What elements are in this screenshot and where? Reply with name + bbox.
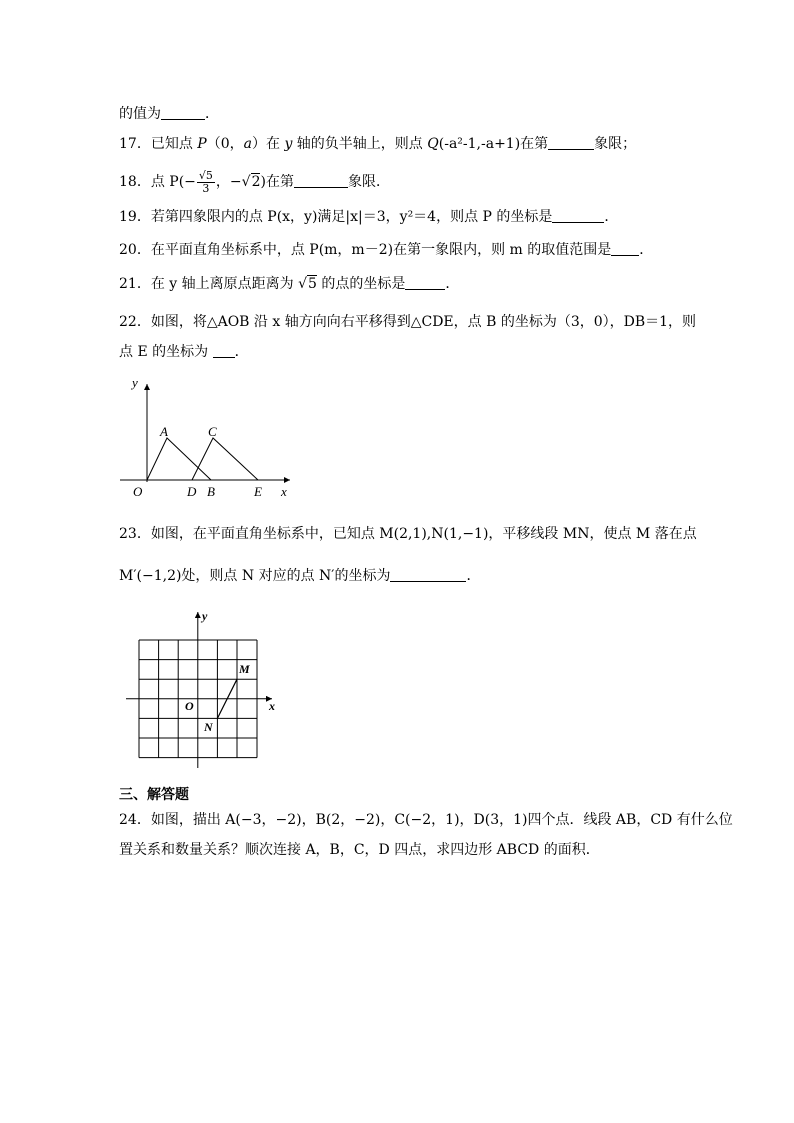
q17-point-q: Q — [427, 136, 439, 152]
q21-text-1: 在 y 轴上离原点距离为 — [150, 276, 299, 292]
q24-number: 24． — [119, 812, 151, 828]
q22-label-x: x — [281, 484, 287, 499]
q22-end: ． — [234, 344, 249, 360]
q18-fraction — [197, 170, 215, 195]
q23-label-n: N — [204, 720, 213, 734]
question-23-line-1 — [119, 524, 697, 544]
q18-end: 象限． — [347, 174, 390, 190]
question-22-line-2 — [119, 342, 249, 362]
q23-text-2: M′(−1,2)处，则点 N 对应的点 N′的坐标为 — [119, 568, 391, 584]
question-22-line-1 — [119, 312, 696, 332]
q18-text-3: )在第 — [260, 174, 294, 190]
q23-number: 23． — [119, 526, 151, 542]
q22-label-c: C — [208, 424, 217, 439]
q16-text: 的值为 — [119, 106, 161, 122]
q18-text-1: 点 P(− — [150, 174, 196, 190]
q21-text-2: 的点的坐标是 — [316, 276, 406, 292]
q23-label-x: x — [269, 699, 275, 713]
q21-blank[interactable] — [405, 275, 445, 290]
q22-label-b: B — [207, 484, 215, 499]
q23-text-1: 如图，在平面直角坐标系中，已知点 M(2,1),N(1,−1)，平移线段 MN，使点 M 落在点 — [150, 526, 697, 542]
question-24-line-2 — [119, 840, 600, 860]
question-23-line-2 — [119, 566, 480, 586]
q23-label-m: M — [239, 662, 250, 676]
q21-number: 21． — [119, 276, 151, 292]
q18-text-2: ，− — [215, 174, 242, 190]
q17-blank[interactable] — [548, 135, 594, 150]
q22-text-2: 点 E 的坐标为 — [119, 344, 213, 360]
q17-number: 17． — [119, 136, 151, 152]
q23-blank[interactable] — [390, 567, 466, 582]
question-18: 18．点 P(− $\frac{√5}{3}$ ，−√2)在第 象限． — [119, 168, 390, 195]
question-17 — [119, 134, 636, 154]
q17-text-1: 已知点 — [150, 136, 198, 152]
q22-figure — [115, 372, 300, 502]
q23-label-y: y — [202, 609, 208, 623]
q17-var-y: y — [284, 136, 293, 152]
section-heading: 三、解答题 — [119, 787, 189, 803]
q19-text: 若第四象限内的点 P(x，y)满足|x|＝3，y²＝4，则点 P 的坐标是 — [150, 209, 553, 225]
q24-text-1: 如图，描出 A(−3，−2)，B(2，−2)，C(−2，1)，D(3，1)四个点．线段 AB，CD 有什么位 — [150, 812, 733, 828]
q22-label-e: E — [254, 484, 262, 499]
q21-end: ． — [445, 276, 460, 292]
q17-expr: (-a²-1,-a+1)在第 — [438, 136, 549, 152]
q19-blank[interactable] — [552, 208, 604, 223]
q22-text-1: 如图，将△AOB 沿 x 轴方向向右平移得到△CDE，点 B 的坐标为（3，0），DB＝1，则 — [150, 314, 697, 330]
q22-label-o: O — [133, 484, 143, 499]
q22-label-a: A — [160, 424, 168, 439]
q17-coords: （0， — [206, 136, 244, 152]
q17-text-3: 轴的负半轴上，则点 — [292, 136, 428, 152]
q17-point-p: P — [197, 136, 207, 152]
question-21: 21．在 y 轴上离原点距离为 √5 的点的坐标是 ． — [119, 276, 460, 292]
question-19 — [119, 207, 618, 227]
q17-var-a: a — [243, 136, 252, 152]
q18-blank[interactable] — [294, 173, 348, 188]
q20-end: ． — [639, 242, 654, 258]
q23-end: ． — [466, 568, 481, 584]
question-24-line-1 — [119, 810, 733, 830]
q22-label-d: D — [187, 484, 197, 499]
q23-label-o: O — [185, 699, 194, 713]
q20-text: 在平面直角坐标系中，点 P(m，m－2)在第一象限内，则 m 的取值范围是 — [150, 242, 612, 258]
q17-text-2: ）在 — [251, 136, 285, 152]
q19-number: 19． — [119, 209, 151, 225]
q18-frac-den: 3 — [202, 181, 210, 195]
q16-tail — [119, 104, 219, 124]
q22-triangle-aob — [147, 438, 211, 480]
q22-number: 22． — [119, 314, 151, 330]
q20-number: 20． — [119, 242, 151, 258]
q17-end: 象限； — [594, 136, 637, 152]
q22-label-y: y — [132, 375, 138, 390]
q22-blank[interactable] — [213, 343, 235, 358]
q16-blank[interactable] — [161, 105, 205, 120]
q18-sqrt-2: 2 — [251, 174, 261, 190]
q23-figure — [122, 606, 284, 770]
q18-frac-num: √5 — [198, 168, 213, 182]
q24-text-2: 置关系和数量关系？顺次连接 A，B，C，D 四点，求四边形 ABCD 的面积． — [119, 842, 600, 858]
q20-blank[interactable] — [611, 241, 639, 256]
q18-number: 18． — [119, 174, 151, 190]
question-20 — [119, 240, 653, 260]
q19-end: ． — [604, 209, 619, 225]
q16-end: ． — [205, 106, 219, 122]
q22-triangle-cde — [192, 438, 258, 480]
q21-sqrt-5: 5 — [308, 276, 317, 292]
